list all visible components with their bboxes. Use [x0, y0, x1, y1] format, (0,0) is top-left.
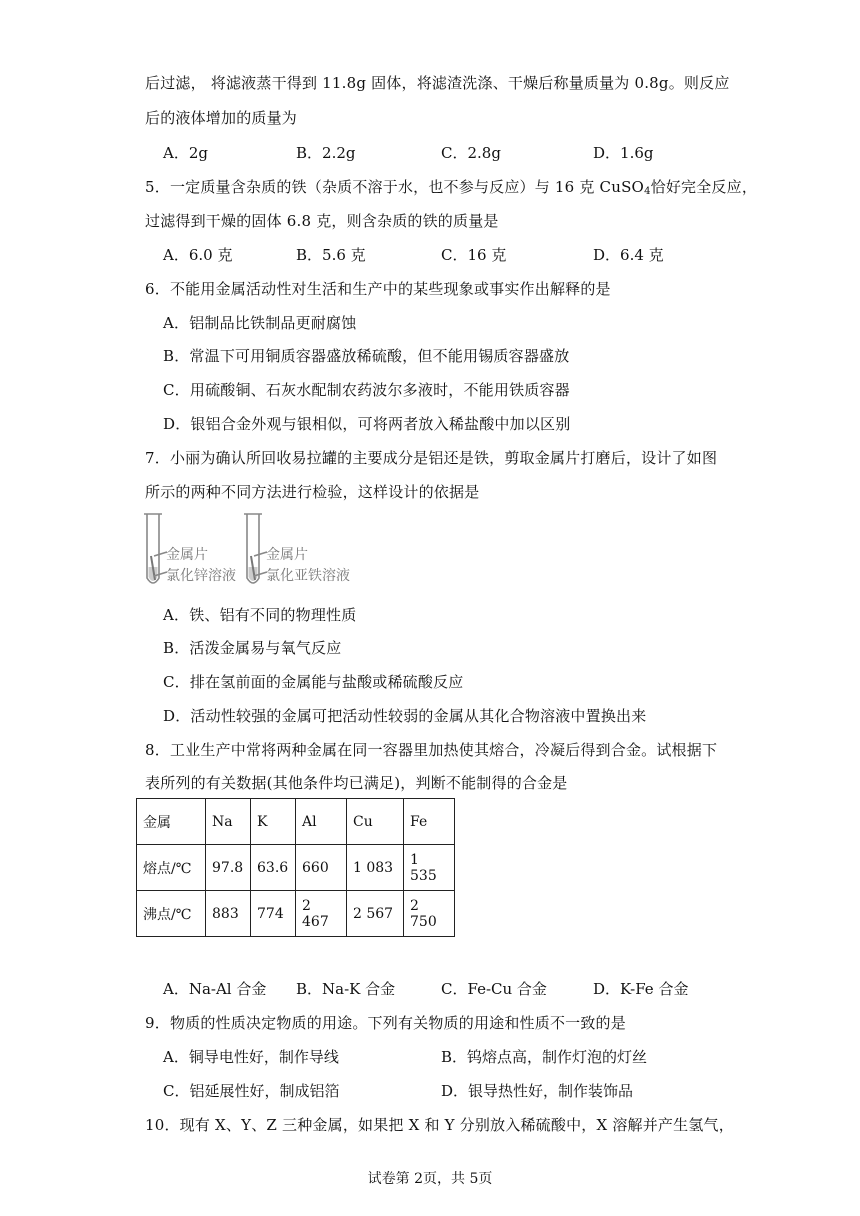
q8-option-b: B．Na-K 合金 — [296, 980, 396, 998]
q9-option-c: C．铝延展性好，制成铝箔 — [163, 1082, 340, 1100]
table-cell: 1 535 — [404, 845, 455, 891]
table-cell: 1 083 — [347, 845, 404, 891]
table-cell: 774 — [251, 891, 296, 937]
q6-stem: 6．不能用金属活动性对生活和生产中的某些现象或事实作出解释的是 — [145, 280, 611, 298]
table-row-boiling — [137, 891, 455, 937]
table-row-header — [137, 799, 455, 845]
table-cell: 沸点/℃ — [137, 891, 206, 937]
table-cell: 97.8 — [206, 845, 251, 891]
q8-option-d: D．K-Fe 合金 — [593, 980, 689, 998]
table-cell: 63.6 — [251, 845, 296, 891]
q6-option-a: A．铝制品比铁制品更耐腐蚀 — [163, 314, 357, 332]
q10-line1: 10．现有 X、Y、Z 三种金属，如果把 X 和 Y 分别放入稀硫酸中，X 溶解并产生氢气， — [145, 1116, 734, 1134]
q8-line1: 8．工业生产中常将两种金属在同一容器里加热使其熔合，冷凝后得到合金。试根据下 — [145, 741, 718, 759]
q5-line2: 过滤得到干燥的固体 6.8 克，则含杂质的铁的质量是 — [145, 212, 499, 230]
table-cell: K — [251, 799, 296, 845]
q9-option-b: B．钨熔点高，制作灯泡的灯丝 — [441, 1048, 648, 1066]
page-footer: 试卷第 2页，共 5页 — [367, 1171, 493, 1187]
q7-line1: 7．小丽为确认所回收易拉罐的主要成分是铝还是铁，剪取金属片打磨后，设计了如图 — [145, 449, 718, 467]
q9-option-a: A．铜导电性好，制作导线 — [163, 1048, 339, 1066]
table-row-melting — [137, 845, 455, 891]
q4-option-c: C．2.8g — [441, 144, 501, 162]
q4-line1: 后过滤， 将滤液蒸干得到 11.8g 固体，将滤渣洗涤、干燥后称量质量为 0.8g。则反应 — [145, 74, 730, 92]
metal-properties-table — [136, 798, 455, 937]
q7-option-c: C．排在氢前面的金属能与盐酸或稀硫酸反应 — [163, 673, 464, 691]
table-cell: Cu — [347, 799, 404, 845]
q5-option-a: A．6.0 克 — [163, 246, 233, 264]
q8-options — [163, 978, 703, 1000]
q4-options — [163, 142, 703, 164]
tube2-label-solution: 氯化亚铁溶液 — [266, 568, 350, 584]
tube2-label-metal: 金属片 — [266, 547, 308, 563]
q4-option-a: A．2g — [163, 144, 208, 162]
table-cell: Al — [296, 799, 347, 845]
q9-options-row2 — [163, 1080, 703, 1102]
q8-line2: 表所列的有关数据(其他条件均已满足)，判断不能制得的合金是 — [145, 774, 568, 792]
q7-line2: 所示的两种不同方法进行检验，这样设计的依据是 — [145, 483, 480, 501]
q6-option-d: D．银铝合金外观与银相似，可将两者放入稀盐酸中加以区别 — [163, 415, 571, 433]
q5-options — [163, 244, 703, 266]
q5-line1-b: 恰好完全反应， — [650, 178, 758, 196]
table-cell: 2 750 — [404, 891, 455, 937]
q5-line1 — [145, 176, 757, 197]
table-cell: 金属 — [137, 799, 206, 845]
test-tube-2 — [244, 514, 267, 583]
q8-option-a: A．Na-Al 合金 — [163, 980, 267, 998]
table-cell: Na — [206, 799, 251, 845]
tube1-label-metal: 金属片 — [166, 547, 208, 563]
q8-option-c: C．Fe-Cu 合金 — [441, 980, 547, 998]
q5-option-c: C．16 克 — [441, 246, 507, 264]
q5-line1-a: 5．一定质量含杂质的铁（杂质不溶于水，也不参与反应）与 16 克 CuSO — [145, 178, 645, 196]
q6-option-c: C．用硫酸铜、石灰水配制农药波尔多液时，不能用铁质容器 — [163, 381, 570, 399]
q9-stem: 9．物质的性质决定物质的用途。下列有关物质的用途和性质不一致的是 — [145, 1014, 626, 1032]
q9-option-d: D．银导热性好，制作装饰品 — [441, 1082, 634, 1100]
table-cell: 883 — [206, 891, 251, 937]
q5-option-b: B．5.6 克 — [296, 246, 366, 264]
table-cell: Fe — [404, 799, 455, 845]
test-tube-1 — [144, 514, 167, 583]
table-cell: 2 567 — [347, 891, 404, 937]
tube1-label-solution: 氯化锌溶液 — [166, 568, 236, 584]
q4-option-d: D．1.6g — [593, 144, 654, 162]
table-cell: 2 467 — [296, 891, 347, 937]
table-cell: 660 — [296, 845, 347, 891]
q5-option-d: D．6.4 克 — [593, 246, 664, 264]
q9-options-row1 — [163, 1046, 703, 1068]
q7-figure-test-tubes — [140, 512, 380, 590]
q6-option-b: B．常温下可用铜质容器盛放稀硫酸，但不能用锡质容器盛放 — [163, 347, 570, 365]
q4-option-b: B．2.2g — [296, 144, 356, 162]
q7-option-b: B．活泼金属易与氧气反应 — [163, 639, 342, 657]
q4-line2: 后的液体增加的质量为 — [145, 109, 298, 127]
q7-option-a: A．铁、铝有不同的物理性质 — [163, 606, 357, 624]
q7-option-d: D．活动性较强的金属可把活动性较弱的金属从其化合物溶液中置换出来 — [163, 707, 647, 725]
q5-line1-sub: 4 — [644, 186, 651, 197]
table-cell: 熔点/℃ — [137, 845, 206, 891]
